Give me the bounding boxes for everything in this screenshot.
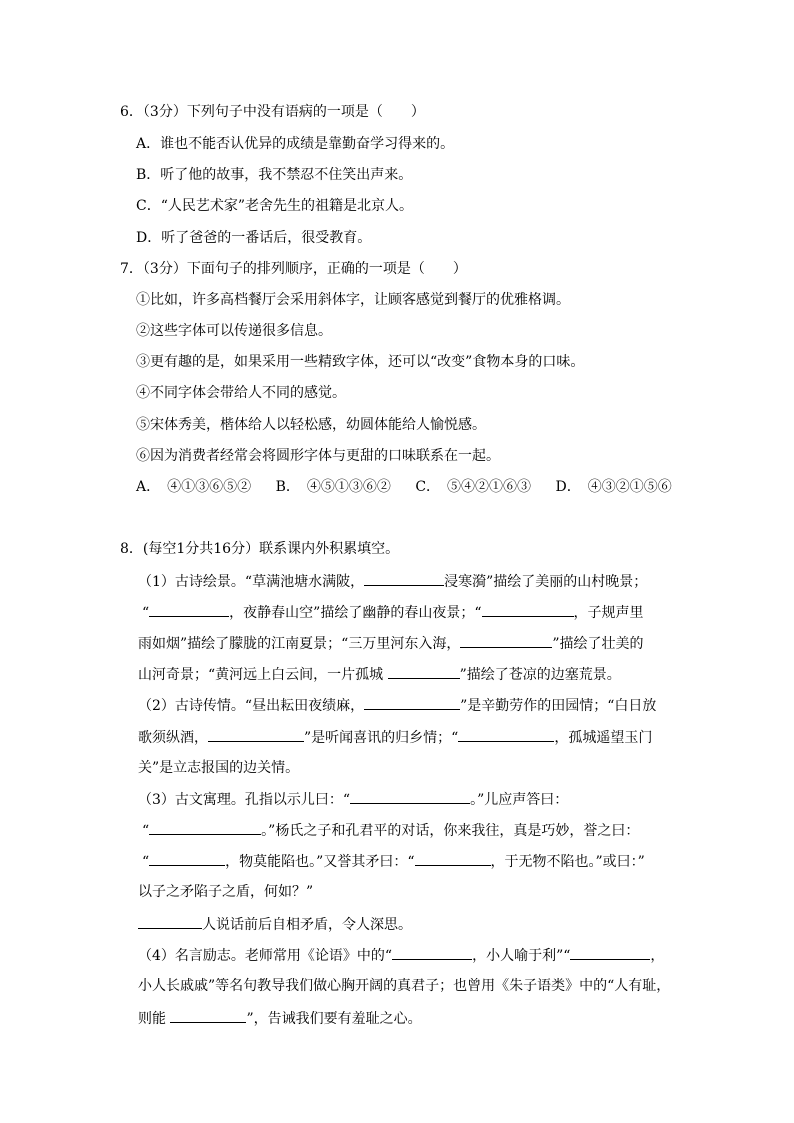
fill-blank[interactable] — [350, 789, 470, 804]
text-segment: ，孤城遥望玉门 — [554, 730, 653, 746]
text-segment: 。”儿应声答曰： — [470, 792, 569, 808]
text-segment: ，夜静春山空”描绘了幽静的春山夜景；“ — [229, 605, 482, 621]
fill-blank[interactable] — [570, 945, 650, 960]
fill-blank[interactable] — [170, 1008, 246, 1023]
q7-sentence-1: ①比如，许多高档餐厅会采用斜体字，让顾客感觉到餐厅的优雅格调。 — [136, 292, 570, 308]
q7-choices — [136, 477, 692, 497]
fill-blank[interactable] — [415, 851, 491, 866]
text-segment: ”描绘了壮美的 — [552, 636, 644, 652]
question-7-stem: 7．（3分）下面句子的排列顺序，正确的一项是（ ） — [120, 261, 467, 277]
question-8-stem: 8．(每空1分共16分）联系课内外积累填空。 — [120, 541, 400, 557]
fill-blank[interactable] — [482, 602, 574, 617]
text-segment: （4）名言励志。老师常用《论语》中的“ — [138, 948, 393, 964]
text-segment: ”是辛勤劳作的田园情；“白日放 — [460, 698, 657, 714]
q7-sentence-5: ⑤宋体秀美，楷体给人以轻松感，幼圆体能给人愉悦感。 — [136, 417, 486, 433]
fill-blank[interactable] — [460, 633, 552, 648]
fill-blank[interactable] — [392, 945, 472, 960]
text-segment: ，物莫能陷也。”又誉其矛曰：“ — [225, 854, 415, 870]
q7-choice-a[interactable]: A． ④①③⑥⑤② — [136, 479, 252, 495]
text-segment: 山河奇景；“黄河远上白云间，一片孤城 — [138, 667, 384, 683]
fill-blank[interactable] — [149, 851, 225, 866]
q8-part4-line2: 小人长戚戚”等名句教导我们做心胸开阔的真君子；也曾用《朱子语类》中的“人有耻， — [138, 978, 671, 994]
text-segment: 。”杨氏之子和孔君平的对话，你来我往，真是巧妙，誉之曰： — [261, 823, 640, 839]
text-segment: 浸寒漪”描绘了美丽的山村晚景； — [444, 574, 648, 590]
text-segment: 雨如烟”描绘了朦胧的江南夏景；“三万里河东入海， — [138, 636, 461, 652]
q6-option-a[interactable]: A．谁也不能否认优异的成绩是靠勤奋学习得来的。 — [136, 136, 455, 152]
text-segment: ， — [650, 948, 665, 964]
question-6-stem: 6．（3分）下列句子中没有语病的一项是（ ） — [120, 104, 425, 120]
text-segment: ，小人喻于利”“ — [472, 948, 571, 964]
q7-sentence-6: ⑥因为消费者经常会将圆形字体与更甜的口味联系在一起。 — [136, 448, 500, 464]
q8-part2-line2 — [138, 727, 652, 748]
q8-part1-line2 — [142, 602, 644, 623]
q8-part1-line3 — [138, 633, 644, 654]
text-segment: 歌须纵酒， — [138, 730, 208, 746]
text-segment: （1）古诗绘景。“草满池塘水满陂， — [138, 574, 365, 590]
q6-option-b[interactable]: B．听了他的故事，我不禁忍不住笑出声来。 — [136, 167, 413, 183]
q8-part3-line3 — [142, 851, 645, 872]
q8-part3-line2 — [142, 820, 639, 841]
text-segment: ，于无物不陷也。”或曰：” — [490, 854, 645, 870]
fill-blank[interactable] — [388, 664, 460, 679]
q7-sentence-3: ③更有趣的是，如果采用一些精致字体，还可以“改变”食物本身的口味。 — [136, 354, 585, 370]
fill-blank[interactable] — [208, 727, 304, 742]
fill-blank[interactable] — [364, 571, 444, 586]
q8-part2-line1 — [138, 695, 656, 716]
q8-part2-line3: 关”是立志报国的边关情。 — [138, 760, 300, 776]
q8-part3-line4: 以子之矛陷子之盾，何如？” — [138, 884, 314, 900]
fill-blank[interactable] — [149, 602, 229, 617]
q7-sentence-4: ④不同字体会带给人不同的感觉。 — [136, 385, 346, 401]
text-segment: ”，告诫我们要有羞耻之心。 — [246, 1011, 422, 1027]
text-segment: ”描绘了苍凉的边塞荒景。 — [459, 667, 621, 683]
fill-blank[interactable] — [364, 695, 460, 710]
text-segment: ，子规声里 — [573, 605, 644, 621]
text-segment: “ — [142, 823, 150, 839]
q7-choice-c[interactable]: C． ⑤④②①⑥③ — [415, 479, 532, 495]
q7-choice-d[interactable]: D． ④③②①⑤⑥ — [555, 479, 672, 495]
q6-option-d[interactable]: D．听了爸爸的一番话后，很受教育。 — [136, 230, 372, 246]
text-segment: ”是听闻喜讯的归乡情；“ — [304, 730, 459, 746]
text-segment: 人说话前后自相矛盾，令人深思。 — [202, 917, 412, 933]
q8-part3-line1 — [138, 789, 568, 810]
text-segment: “ — [142, 605, 150, 621]
q7-sentence-2: ②这些字体可以传递很多信息。 — [136, 323, 332, 339]
text-segment: 则能 — [138, 1011, 166, 1027]
fill-blank[interactable] — [458, 727, 554, 742]
q8-part1-line4 — [138, 664, 621, 685]
q8-part1-line1 — [138, 571, 647, 592]
text-segment: “ — [142, 854, 150, 870]
fill-blank[interactable] — [149, 820, 261, 835]
q6-option-c[interactable]: C．“人民艺术家”老舍先生的祖籍是北京人。 — [136, 198, 414, 214]
q8-part3-line5 — [138, 914, 412, 935]
text-segment: （2）古诗传情。“昼出耘田夜绩麻， — [138, 698, 365, 714]
q8-part4-line1 — [138, 945, 664, 966]
fill-blank[interactable] — [138, 914, 202, 929]
text-segment: （3）古文寓理。孔指以示儿曰：“ — [138, 792, 351, 808]
q8-part4-line3 — [138, 1008, 422, 1029]
q7-choice-b[interactable]: B． ④⑤①③⑥② — [275, 479, 391, 495]
